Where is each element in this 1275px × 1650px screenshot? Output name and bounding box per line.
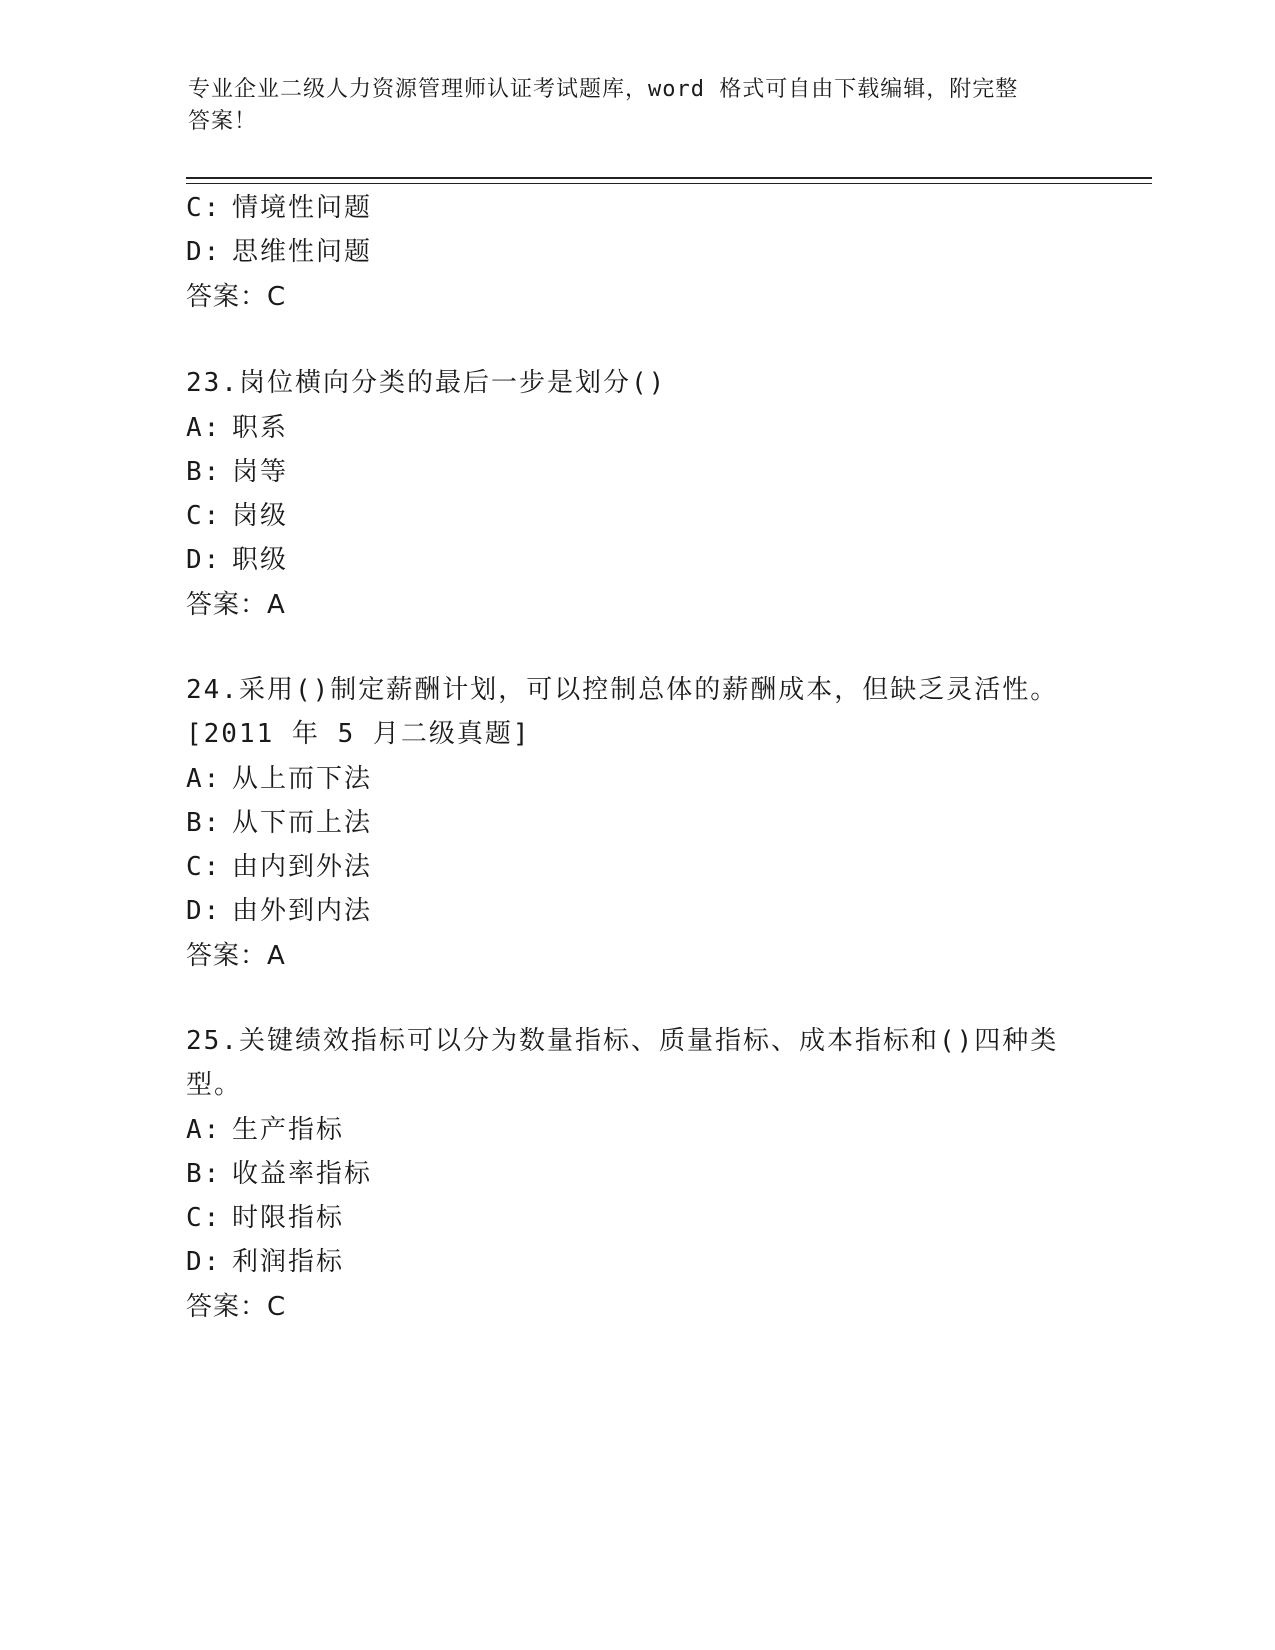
option-text: 由外到内法 (232, 896, 373, 926)
option-b (186, 1157, 372, 1191)
option-a (186, 762, 372, 796)
option-key: D: (186, 896, 222, 926)
answer-q25: 答案：C (186, 1292, 287, 1322)
option-key: C: (186, 1203, 222, 1233)
option-text: 岗等 (232, 457, 289, 487)
option-text: 从下而上法 (232, 808, 373, 838)
option-c (186, 1201, 344, 1235)
option-c (186, 191, 372, 225)
document-header (188, 74, 1088, 138)
question-24-stem-cont: [2011 年 5 月二级真题] (186, 719, 531, 749)
option-key: A: (186, 413, 222, 443)
answer-q23: 答案：A (186, 590, 286, 620)
option-key: B: (186, 1159, 222, 1189)
option-d (186, 894, 372, 928)
header-divider (186, 177, 1152, 179)
option-d (186, 543, 288, 577)
option-text: 利润指标 (232, 1247, 345, 1277)
option-a (186, 1113, 344, 1147)
option-text: 思维性问题 (232, 237, 373, 267)
option-key: C: (186, 193, 222, 223)
option-key: B: (186, 457, 222, 487)
question-25-stem-cont: 型。 (186, 1070, 243, 1100)
answer-q24: 答案：A (186, 941, 286, 971)
option-d (186, 235, 372, 269)
option-key: A: (186, 764, 222, 794)
option-key: D: (186, 237, 222, 267)
answer-q22: 答案：C (186, 282, 287, 312)
option-b (186, 455, 288, 489)
option-d (186, 1245, 344, 1279)
option-key: C: (186, 852, 222, 882)
option-text: 时限指标 (232, 1203, 345, 1233)
option-text: 由内到外法 (232, 852, 373, 882)
option-key: A: (186, 1115, 222, 1145)
option-key: D: (186, 545, 222, 575)
option-c (186, 499, 288, 533)
header-line-2: 答案！ (188, 109, 258, 134)
question-24-stem: 24.采用()制定薪酬计划，可以控制总体的薪酬成本，但缺乏灵活性。 (186, 675, 1059, 705)
option-text: 岗级 (232, 501, 289, 531)
option-text: 收益率指标 (232, 1159, 373, 1189)
option-text: 生产指标 (232, 1115, 345, 1145)
header-line-1: 专业企业二级人力资源管理师认证考试题库，word 格式可自由下载编辑，附完整 (188, 77, 1019, 102)
option-text: 职系 (232, 413, 289, 443)
option-key: D: (186, 1247, 222, 1277)
option-c (186, 850, 372, 884)
option-a (186, 411, 288, 445)
option-text: 职级 (232, 545, 289, 575)
option-text: 情境性问题 (232, 193, 373, 223)
header-divider-thin (186, 183, 1152, 184)
question-23-stem: 23.岗位横向分类的最后一步是划分() (186, 368, 667, 398)
option-key: C: (186, 501, 222, 531)
option-b (186, 806, 372, 840)
option-text: 从上而下法 (232, 764, 373, 794)
question-25-stem: 25.关键绩效指标可以分为数量指标、质量指标、成本指标和()四种类 (186, 1026, 1059, 1056)
option-key: B: (186, 808, 222, 838)
